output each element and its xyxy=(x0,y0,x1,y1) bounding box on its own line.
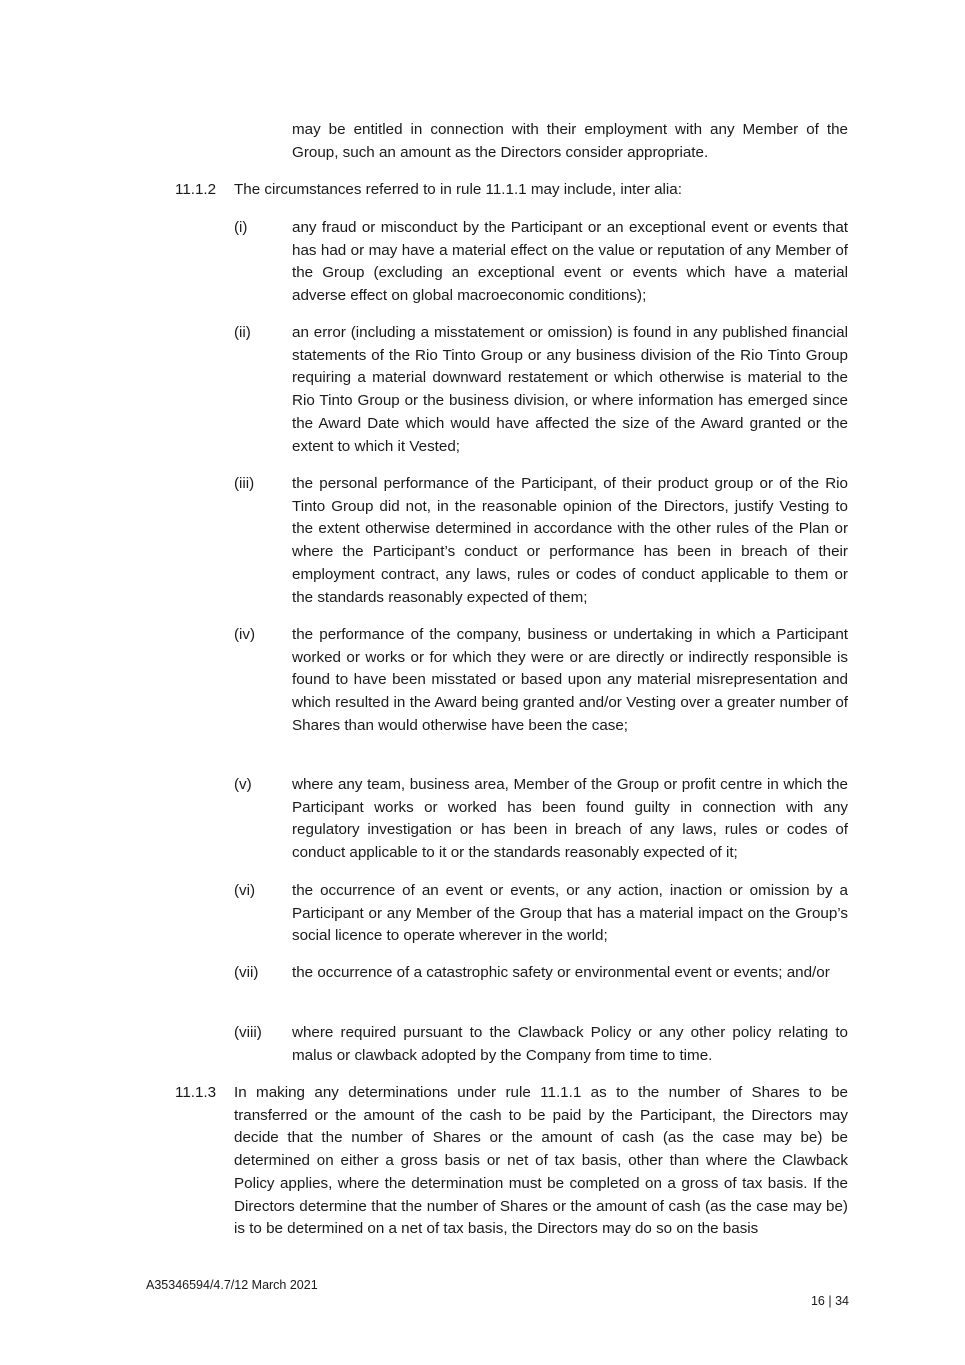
item-text: the performance of the company, business or undertaking in which a Participant worked or works or for which they were or are directly or indirectly responsible is found to have been misstated or based upon any material misrepresentation and which resulted in the Award being granted and/or Vesting over a greater number of Shares than would otherwise have been the case; xyxy=(292,626,848,734)
page-number: 16 | 34 xyxy=(810,1294,849,1308)
item-text: the occurrence of an event or events, or any action, inaction or omission by a Participant or any Member of the Group that has a material impact on the Group’s social licence to operate wherever in the world; xyxy=(292,882,848,945)
item-text: the personal performance of the Participant, of their product group or of the Rio Tinto Group did not, in the reasonable opinion of the Directors, justify Vesting to the extent otherwise determined in accordance with the other rules of the Plan or where the Participant’s conduct or performance has been in breach of their employment contract, any laws, rules or codes of conduct applicable to them or the standards reasonably expected of them; xyxy=(292,475,848,606)
item-text: where any team, business area, Member of the Group or profit centre in which the Participant works or worked has been found guilty in connection with any regulatory investigation or has been in breach of any laws, rules or codes of conduct applicable to it or the standards reasonably expected of it; xyxy=(292,776,848,862)
document-reference: A35346594/4.7/12 March 2021 xyxy=(146,1278,318,1292)
item-label: (iii) xyxy=(234,475,255,492)
item-label: (v) xyxy=(234,776,252,793)
item-label: (i) xyxy=(234,219,248,236)
item-text: an error (including a misstatement or omission) is found in any published financial statements of the Rio Tinto Group or any business division of the Rio Tinto Group requiring a material downward restatement or which otherwise is material to the Rio Tinto Group or the business division, or where information has emerged since the Award Date which would have affected the size of the Award granted or the extent to which it Vested; xyxy=(292,324,848,455)
continuation-paragraph: may be entitled in connection with their employment with any Member of the Group, such an amount as the Directors consider appropriate. xyxy=(292,121,848,161)
item-label: (viii) xyxy=(234,1024,262,1041)
rule-number-11-1-2: 11.1.2 xyxy=(175,181,217,198)
rule-11-1-3-text: In making any determinations under rule 11.1.1 as to the number of Shares to be transferred or the amount of the cash to be paid by the Participant, the Directors may decide that the number of Shares or the amount of cash (as the case may be) be determined on either a gross basis or net of tax basis, other than where the Clawback Policy applies, where the determination must be completed on a gross of tax basis. If the Directors determine that the number of Shares or the amount of cash (as the case may be) is to be determined on a net of tax basis, the Directors may do so on the basis xyxy=(234,1084,848,1238)
item-text: where required pursuant to the Clawback Policy or any other policy relating to malus or clawback adopted by the Company from time to time. xyxy=(292,1024,848,1064)
item-label: (vii) xyxy=(234,964,259,981)
item-label: (ii) xyxy=(234,324,251,341)
item-text: the occurrence of a catastrophic safety or environmental event or events; and/or xyxy=(292,964,830,981)
rule-11-1-2-text: The circumstances referred to in rule 11.1.1 may include, inter alia: xyxy=(234,181,682,198)
item-text: any fraud or misconduct by the Participant or an exceptional event or events that has had or may have a material effect on the value or reputation of any Member of the Group (excluding an exceptional event or events which have a material adverse effect on global macroeconomic conditions); xyxy=(292,219,848,305)
item-label: (vi) xyxy=(234,882,256,899)
item-label: (iv) xyxy=(234,626,256,643)
rule-number-11-1-3: 11.1.3 xyxy=(175,1084,217,1101)
